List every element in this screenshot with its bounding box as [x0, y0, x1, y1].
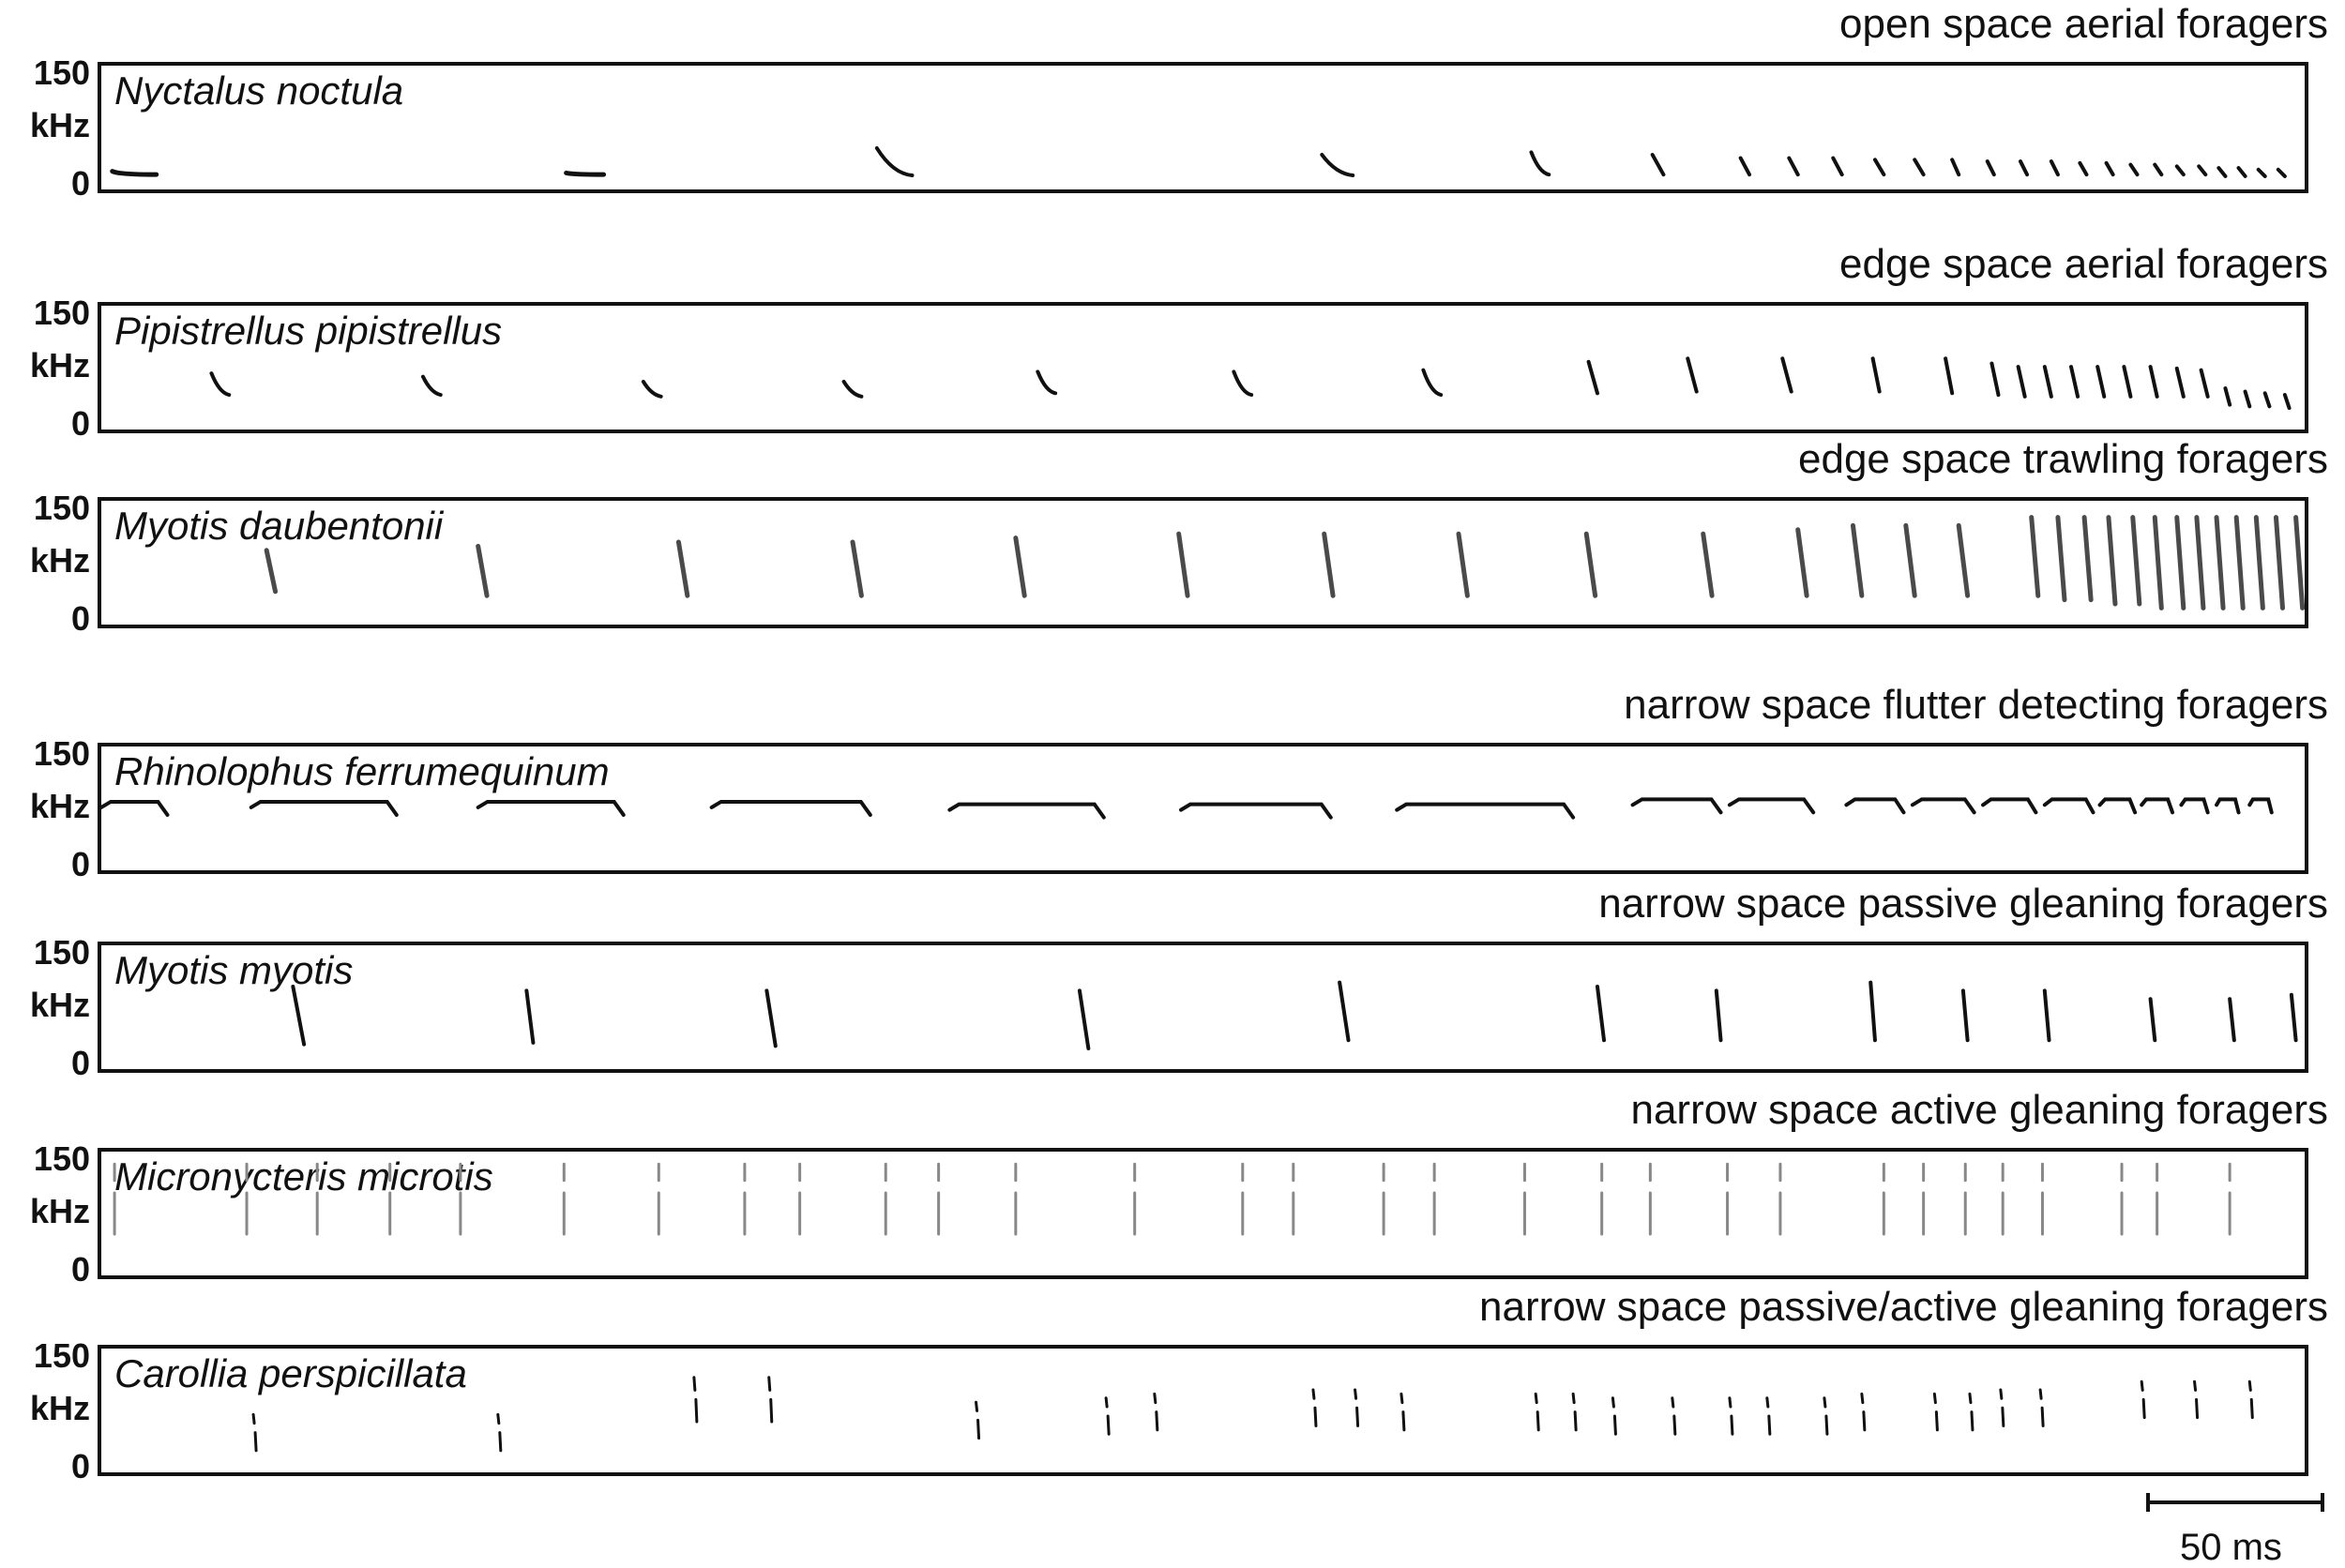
y-tick-bottom: 0	[70, 1044, 90, 1082]
call-10	[1703, 534, 1712, 596]
call-14	[2100, 799, 2136, 812]
call-18	[2249, 799, 2271, 812]
call-1	[253, 1414, 256, 1450]
species-label: Pipistrellus pipistrellus	[114, 309, 503, 353]
y-tick-unit: kHz	[29, 787, 90, 825]
scale-bar	[2146, 1491, 2324, 1514]
guild-title: narrow space active gleaning foragers	[1630, 1087, 2328, 1133]
call-3	[643, 382, 661, 397]
call-5	[1016, 538, 1024, 596]
y-tick-top: 150	[33, 734, 90, 773]
call-16	[2058, 518, 2065, 600]
species-label: Nyctalus noctula	[114, 68, 404, 113]
call-2	[526, 990, 533, 1042]
y-tick-unit: kHz	[29, 1192, 90, 1230]
spectrogram-box	[98, 302, 2308, 433]
call-25	[2285, 395, 2290, 408]
call-17	[2084, 518, 2091, 600]
call-20	[2177, 369, 2184, 397]
species-label: Carollia perspicillata	[114, 1351, 467, 1395]
call-23	[2246, 392, 2250, 407]
call-15	[2051, 161, 2058, 174]
species-label: Micronycteris microtis	[114, 1154, 493, 1199]
call-14	[2020, 161, 2027, 174]
call-1	[101, 802, 167, 815]
species-label: Myotis daubentonii	[114, 504, 444, 548]
guild-title: narrow space flutter detecting foragers	[1624, 682, 2328, 728]
call-12	[1573, 1394, 1576, 1429]
call-9	[1586, 534, 1595, 596]
guild-title: edge space aerial foragers	[1839, 241, 2328, 287]
call-12	[1952, 159, 1959, 174]
y-tick-bottom: 0	[70, 1250, 90, 1289]
call-1	[211, 373, 229, 395]
call-22	[2218, 168, 2225, 176]
call-9	[1833, 158, 1841, 175]
y-tick-bottom: 0	[70, 845, 90, 883]
calls-layer	[101, 501, 2305, 625]
call-10	[1782, 358, 1791, 391]
spectrogram-box	[98, 62, 2308, 193]
call-8	[1870, 983, 1875, 1041]
call-20	[1970, 1394, 1973, 1429]
call-2	[251, 802, 397, 815]
call-8	[1589, 362, 1597, 393]
call-19	[2133, 518, 2140, 604]
call-4	[853, 542, 861, 596]
call-12	[1983, 799, 2035, 812]
species-label: Rhinolophus ferrumequinum	[114, 749, 610, 793]
call-22	[2225, 388, 2230, 405]
spectrogram-box	[98, 1345, 2308, 1476]
call-8	[1633, 799, 1721, 812]
call-18	[1862, 1394, 1865, 1429]
spectrogram-box	[98, 1148, 2308, 1279]
call-10	[1846, 799, 1903, 812]
y-tick-unit: kHz	[29, 541, 90, 580]
call-13	[1906, 525, 1914, 596]
call-17	[1824, 1398, 1827, 1434]
call-16	[2071, 367, 2078, 397]
call-18	[2124, 367, 2130, 397]
call-25	[2249, 1381, 2252, 1417]
call-18	[2130, 165, 2137, 175]
y-tick-top: 150	[33, 933, 90, 972]
call-19	[1934, 1394, 1937, 1429]
call-15	[2141, 799, 2172, 812]
y-tick-bottom: 0	[70, 1447, 90, 1485]
guild-title: narrow space passive/active gleaning foragers	[1479, 1284, 2328, 1330]
call-8	[1459, 534, 1467, 596]
y-tick-bottom: 0	[70, 404, 90, 443]
call-21	[2201, 370, 2208, 397]
calls-layer	[101, 66, 2305, 189]
call-3	[694, 1378, 697, 1422]
y-tick-top: 150	[33, 1336, 90, 1375]
call-25	[2256, 518, 2262, 609]
call-6	[1653, 155, 1664, 174]
call-22	[2197, 518, 2203, 609]
call-13	[2045, 799, 2094, 812]
call-4	[769, 1378, 772, 1422]
calls-layer	[101, 746, 2305, 870]
spectrogram-box	[98, 942, 2308, 1073]
call-5	[976, 1402, 979, 1438]
y-tick-bottom: 0	[70, 164, 90, 203]
call-11	[1873, 358, 1880, 391]
call-10	[2045, 990, 2050, 1040]
call-8	[1313, 1390, 1316, 1425]
call-2	[423, 377, 441, 395]
call-12	[2230, 999, 2234, 1040]
call-19	[2155, 165, 2161, 175]
call-13	[1988, 161, 1994, 174]
call-15	[1730, 1398, 1732, 1434]
call-17	[2107, 163, 2113, 174]
call-11	[1798, 530, 1807, 596]
scale-bar-label: 50 ms	[2180, 1527, 2282, 1568]
calls-layer	[101, 1349, 2305, 1472]
call-7	[1397, 805, 1573, 818]
call-24	[2195, 1381, 2198, 1417]
call-19	[2151, 367, 2157, 397]
call-12	[1945, 358, 1952, 393]
guild-title: narrow space passive gleaning foragers	[1598, 881, 2328, 927]
y-tick-unit: kHz	[29, 1389, 90, 1427]
call-24	[2236, 518, 2243, 609]
call-21	[2001, 1390, 2004, 1425]
calls-layer	[101, 306, 2305, 430]
call-11	[2151, 999, 2156, 1040]
call-7	[1423, 370, 1441, 395]
call-11	[1913, 799, 1974, 812]
call-7	[1324, 534, 1333, 596]
call-22	[2040, 1390, 2043, 1425]
y-tick-top: 150	[33, 1139, 90, 1178]
call-11	[1536, 1394, 1538, 1429]
call-2	[567, 173, 604, 174]
call-18	[2109, 518, 2115, 604]
call-3	[478, 802, 624, 815]
calls-layer	[101, 945, 2305, 1069]
call-23	[2141, 1381, 2144, 1417]
call-6	[1233, 371, 1251, 395]
call-21	[2199, 166, 2205, 174]
guild-title: edge space trawling foragers	[1798, 436, 2328, 482]
call-15	[2032, 518, 2038, 596]
call-14	[2019, 367, 2025, 397]
call-23	[2239, 168, 2246, 176]
call-4	[1080, 990, 1088, 1048]
call-3	[877, 148, 913, 175]
y-tick-unit: kHz	[29, 986, 90, 1024]
spectrogram-box	[98, 497, 2308, 628]
call-13	[1612, 1398, 1615, 1434]
call-13	[1991, 364, 1998, 395]
call-9	[1687, 358, 1696, 391]
call-2	[498, 1414, 501, 1450]
call-5	[1037, 371, 1055, 393]
call-15	[2045, 367, 2051, 397]
y-tick-top: 150	[33, 489, 90, 527]
call-27	[2296, 518, 2303, 609]
call-26	[2276, 518, 2282, 609]
y-tick-top: 150	[33, 53, 90, 92]
call-16	[1767, 1398, 1770, 1434]
call-21	[2177, 518, 2184, 609]
spectrogram-box	[98, 743, 2308, 874]
call-6	[1179, 534, 1188, 596]
y-tick-unit: kHz	[29, 106, 90, 144]
call-11	[1914, 159, 1923, 174]
call-14	[1672, 1398, 1675, 1434]
call-4	[712, 802, 870, 815]
call-1	[266, 550, 275, 592]
guild-title: open space aerial foragers	[1839, 1, 2328, 47]
call-10	[1401, 1394, 1404, 1429]
call-1	[293, 987, 304, 1045]
calls-layer	[101, 1152, 2305, 1275]
call-16	[2080, 163, 2086, 174]
call-6	[1181, 805, 1331, 818]
call-17	[2097, 367, 2104, 397]
call-4	[844, 382, 862, 397]
call-16	[2181, 799, 2207, 812]
call-7	[1155, 1394, 1157, 1429]
call-12	[1853, 525, 1861, 596]
y-tick-top: 150	[33, 294, 90, 332]
call-24	[2265, 393, 2270, 406]
call-7	[1741, 158, 1749, 175]
call-20	[2177, 166, 2184, 174]
call-5	[1339, 983, 1348, 1041]
call-6	[1106, 1398, 1109, 1434]
call-9	[1355, 1390, 1358, 1425]
call-14	[1959, 525, 1967, 596]
y-tick-unit: kHz	[29, 346, 90, 384]
call-25	[2278, 170, 2285, 176]
call-24	[2259, 170, 2265, 176]
call-9	[1963, 990, 1968, 1040]
call-13	[2292, 995, 2296, 1040]
call-7	[1717, 990, 1721, 1040]
call-3	[766, 990, 775, 1046]
species-label: Myotis myotis	[114, 948, 354, 992]
call-8	[1789, 158, 1797, 175]
call-2	[478, 546, 487, 596]
call-4	[1322, 155, 1353, 175]
y-tick-bottom: 0	[70, 599, 90, 638]
call-20	[2155, 518, 2161, 609]
call-5	[1532, 152, 1550, 174]
call-23	[2216, 518, 2223, 609]
call-3	[678, 542, 687, 596]
call-9	[1730, 799, 1813, 812]
call-10	[1875, 159, 1884, 174]
call-17	[2216, 799, 2238, 812]
call-5	[949, 805, 1103, 818]
call-6	[1597, 987, 1604, 1040]
call-1	[113, 172, 157, 175]
